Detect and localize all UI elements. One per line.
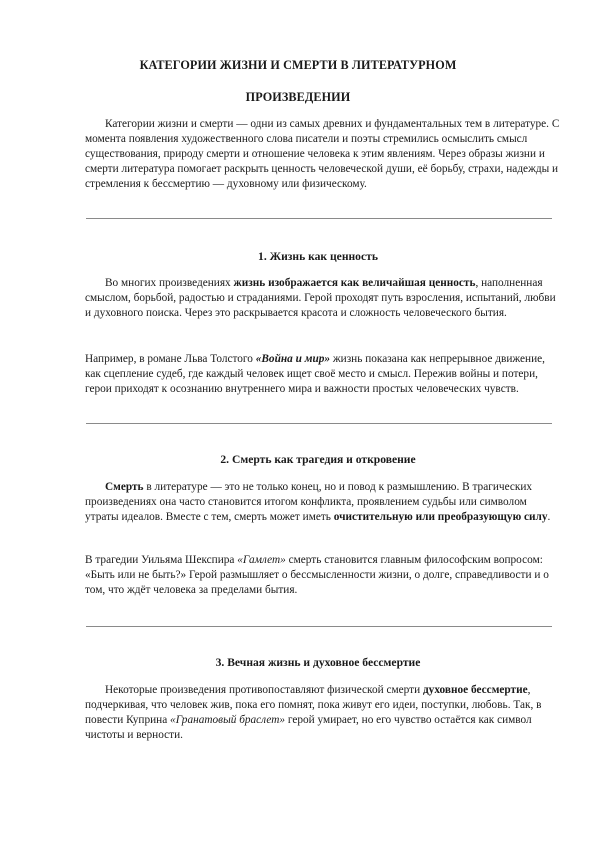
intro-paragraph: Категории жизни и смерти — одни из самых древних и фундаментальных тем в литературе. С момента появления художественного слова писатели и поэты стремились осмыслить смысл существования, природу смерти и отношение человека к этим явлениям. Через образы жизни и смерти литература помогает раскрыть ценность человеческой души, её борьбу, страхи, надежды и стремления к бессмертию — духовному или физическому. xyxy=(85,118,560,190)
bold-phrase: очистительную или преобразующую силу xyxy=(333,511,548,523)
section-divider xyxy=(86,423,552,424)
book-title: «Война и мир» xyxy=(255,353,331,365)
text-run: , подчеркивая, что человек жив, пока его помнят, пока живут его идеи, поступки, любовь. Так, в повести Куприна xyxy=(85,684,542,726)
text-run: Во многих произведениях xyxy=(105,277,234,289)
section-2-paragraph-1 xyxy=(85,480,560,525)
text-run: . xyxy=(547,511,551,523)
section-1-heading: 1. Жизнь как ценность xyxy=(258,250,378,263)
section-1-paragraph-1 xyxy=(85,276,560,321)
text-run: Например, в романе Льва Толстого xyxy=(85,353,256,365)
text-run: герой умирает, но его чувство остаётся как символ чистоты и верности. xyxy=(85,714,532,741)
text-run: в литературе — это не только конец, но и повод к размышлению. В трагических произведениях она часто становится итогом конфликта, проявлением судьбы или символом утраты идеалов. Вместе с тем, смерть может иметь xyxy=(85,481,533,523)
bold-phrase: Смерть xyxy=(105,481,144,493)
section-3-paragraph-1 xyxy=(85,683,560,743)
bold-phrase: духовное бессмертие xyxy=(422,684,528,696)
bold-phrase: жизнь изображается как величайшая ценность xyxy=(233,277,476,289)
section-3-heading: 3. Вечная жизнь и духовное бессмертие xyxy=(215,656,421,669)
section-divider xyxy=(86,626,552,627)
book-title: «Гранатовый браслет» xyxy=(170,714,286,726)
text-run: смерть становится главным философским вопросом: «Быть или не быть?» Герой размышляет о бессмысленности жизни, о долге, справедливости и о том, что ждёт человека за пределами бытия. xyxy=(85,554,549,596)
text-run: Некоторые произведения противопоставляют физической смерти xyxy=(105,684,423,696)
section-2-heading: 2. Смерть как трагедия и откровение xyxy=(220,453,416,466)
document-title-line-1: КАТЕГОРИИ ЖИЗНИ И СМЕРТИ В ЛИТЕРАТУРНОМ xyxy=(139,58,457,72)
text-run: жизнь показана как непрерывное движение, как сцепление судеб, где каждый человек ищет своё место и смысл. Пережив войны и потери, герои приходят к осознанию внутреннего мира и важности простых человеческих чувств. xyxy=(85,353,545,395)
section-2-paragraph-2 xyxy=(85,553,560,598)
section-divider xyxy=(86,218,552,219)
text-run: В трагедии Уильяма Шекспира xyxy=(85,554,238,566)
book-title: «Гамлет» xyxy=(237,554,286,566)
text-run: , наполненная смыслом, борьбой, радостью и страданиями. Герой проходят путь взросления, испытаний, любви и духовного поиска. Через это раскрывается красота и сложность человеческого бытия. xyxy=(85,277,556,319)
document-title-line-2: ПРОИЗВЕДЕНИИ xyxy=(245,90,351,104)
section-1-paragraph-2 xyxy=(85,352,560,397)
